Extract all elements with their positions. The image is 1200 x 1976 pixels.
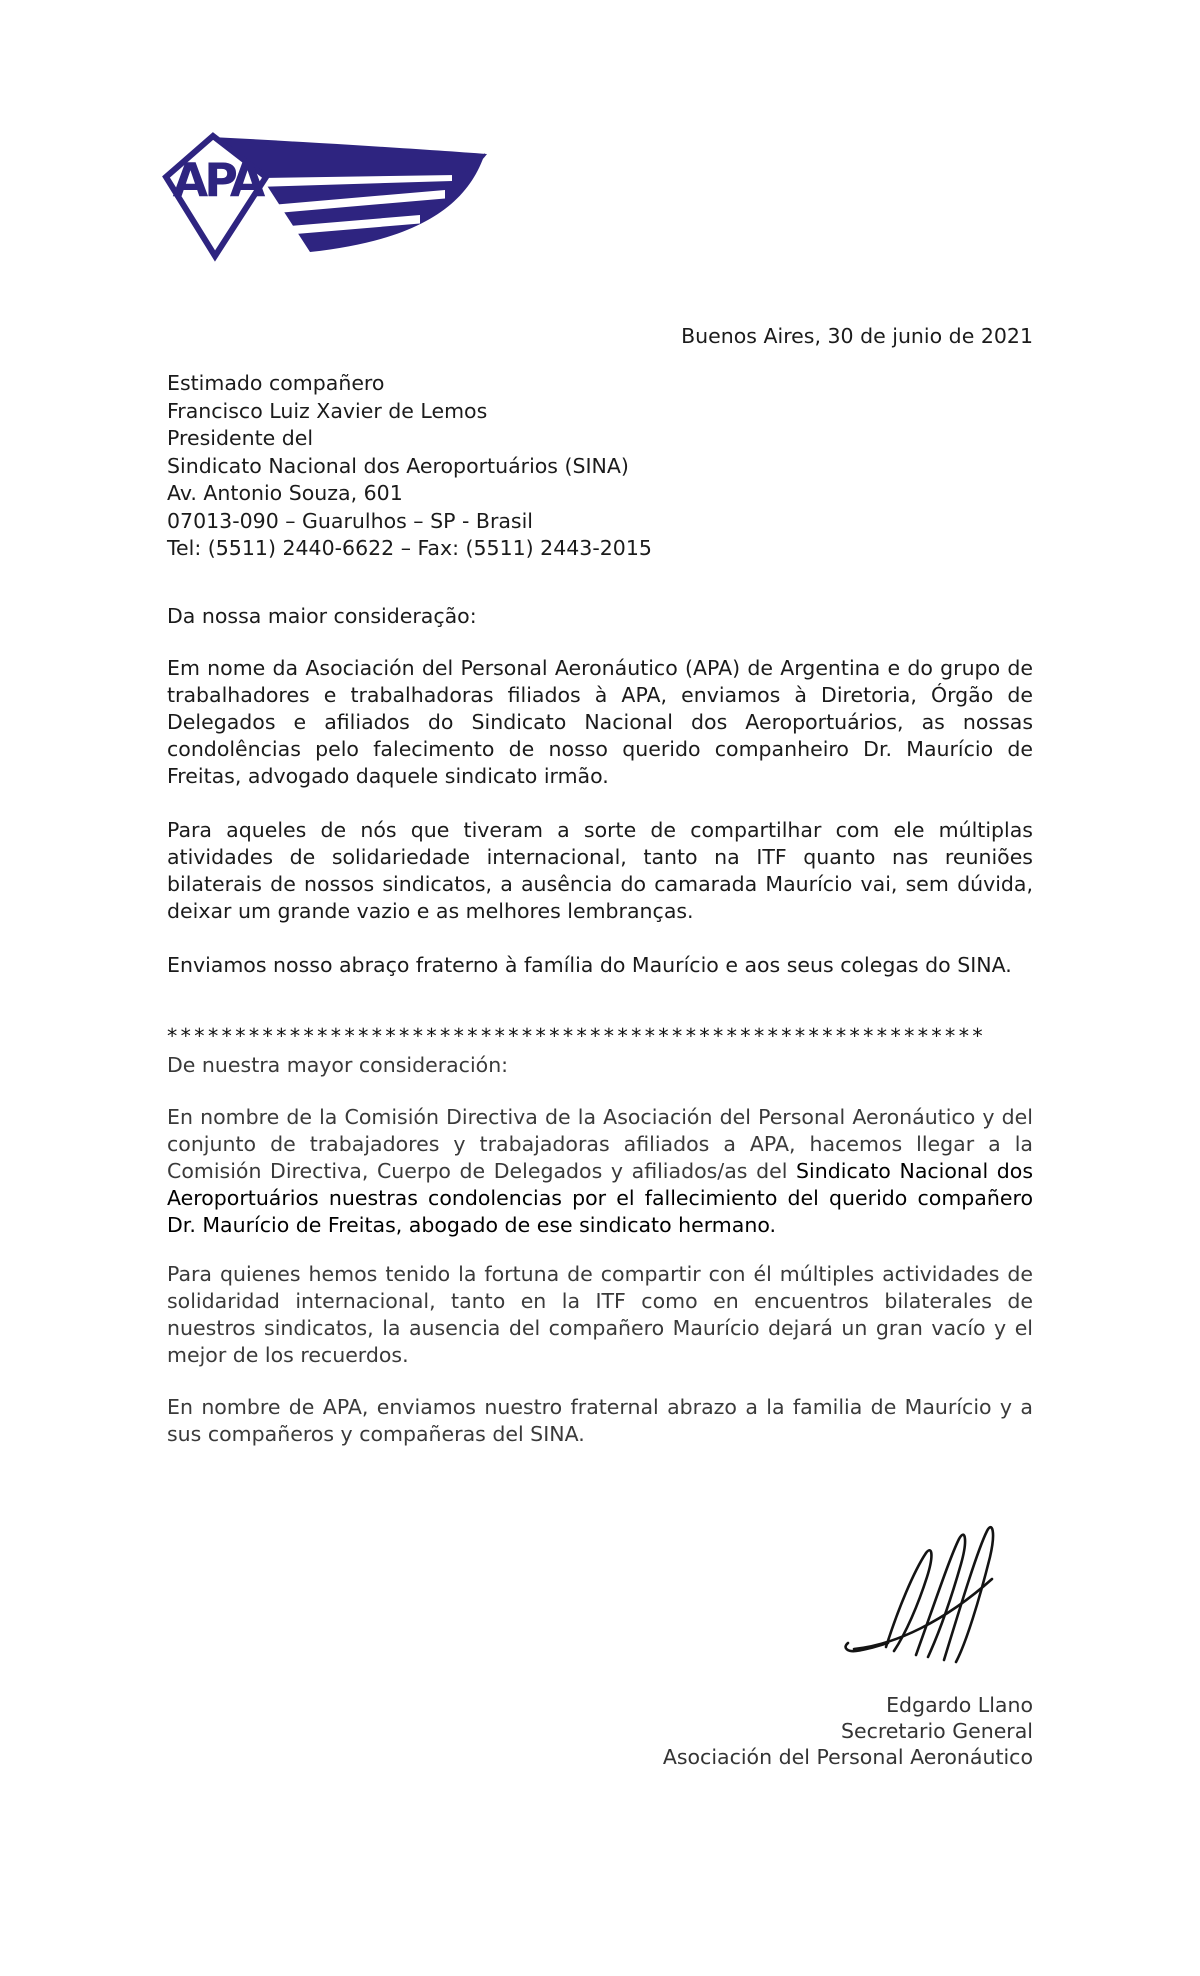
pt-paragraph-3: Enviamos nosso abraço fraterno à família do Maurício e aos seus colegas do SINA.: [167, 953, 1012, 977]
recipient-city: 07013-090 – Guarulhos – SP - Brasil: [167, 508, 534, 533]
date-line: Buenos Aires, 30 de junio de 2021: [681, 324, 1033, 348]
es-paragraph-1: [167, 1104, 1033, 1239]
signature-scribble: [840, 1505, 1010, 1665]
apa-logo: [155, 128, 500, 266]
pt-paragraph-1: Em nome da Asociación del Personal Aeronáutico (APA) de Argentina e do grupo de trabalhadores e trabalhadoras filiados à APA, enviamos à Diretoria, Órgão de Delegados e afiliados do Sindicato Nacional dos Aeroportuários, as nossas condolências pelo falecimento de nosso querido companheiro Dr. Maurício de Freitas, advogado daquele sindicato irmão.: [167, 656, 1033, 788]
signatory-organization: Asociación del Personal Aeronáutico: [662, 1745, 1033, 1769]
recipient-name: Francisco Luiz Xavier de Lemos: [167, 398, 488, 423]
signatory-block: [167, 1692, 1033, 1770]
recipient-block: [167, 370, 1033, 563]
es-paragraph-3: En nombre de APA, enviamos nuestro fraternal abrazo a la familia de Maurício y a sus compañeros y compañeras del SINA.: [167, 1395, 1033, 1446]
pt-paragraph-2: Para aqueles de nós que tiveram a sorte de compartilhar com ele múltiplas atividades de solidariedade internacional, tanto na ITF quanto nas reuniões bilaterais de nossos sindicatos, a ausência do camarada Maurício vai, sem dúvida, deixar um grande vazio e as melhores lembranças.: [167, 818, 1033, 923]
recipient-role: Presidente del: [167, 426, 314, 450]
recipient-salutation: Estimado compañero: [167, 371, 385, 395]
es-paragraph-1-emphasis: Sindicato Nacional dos Aeroportuários nuestras condolencias por el fallecimiento del querido compañero Dr. Maurício de Freitas, abogado de ese sindicato hermano.: [167, 1159, 1033, 1237]
signatory-title: Secretario General: [840, 1719, 1033, 1743]
signature-loop-2: [916, 1535, 965, 1657]
recipient-street: Av. Antonio Souza, 601: [167, 481, 403, 505]
signatory-name: Edgardo Llano: [886, 1693, 1033, 1717]
es-paragraph-2: Para quienes hemos tenido la fortuna de compartir con él múltiples actividades de solidaridad internacional, tanto en la ITF como en encuentros bilaterales de nuestros sindicatos, la ausencia del compañero Maurício dejará un gran vacío y el mejor de los recuerdos.: [167, 1262, 1033, 1367]
recipient-organization: Sindicato Nacional dos Aeroportuários (SINA): [167, 453, 629, 478]
es-salutation: De nuestra mayor consideración:: [167, 1053, 509, 1077]
recipient-phone-fax: Tel: (5511) 2440-6622 – Fax: (5511) 2443-2015: [167, 536, 652, 560]
es-paragraph-1-lead: En nombre de la Comisión Directiva de la Asociación del Personal Aeronáutico y del conjunto de trabajadores y trabajadoras afiliados a APA, hacemos llegar a la Comisión Directiva, Cuerpo de Delegados y afiliados/as del: [167, 1105, 1033, 1183]
signature-loop-1: [886, 1550, 931, 1651]
logo-monogram: APA: [172, 153, 262, 207]
asterisk-separator: ************************************************************: [167, 1024, 986, 1048]
pt-salutation: Da nossa maior consideração:: [167, 604, 477, 628]
